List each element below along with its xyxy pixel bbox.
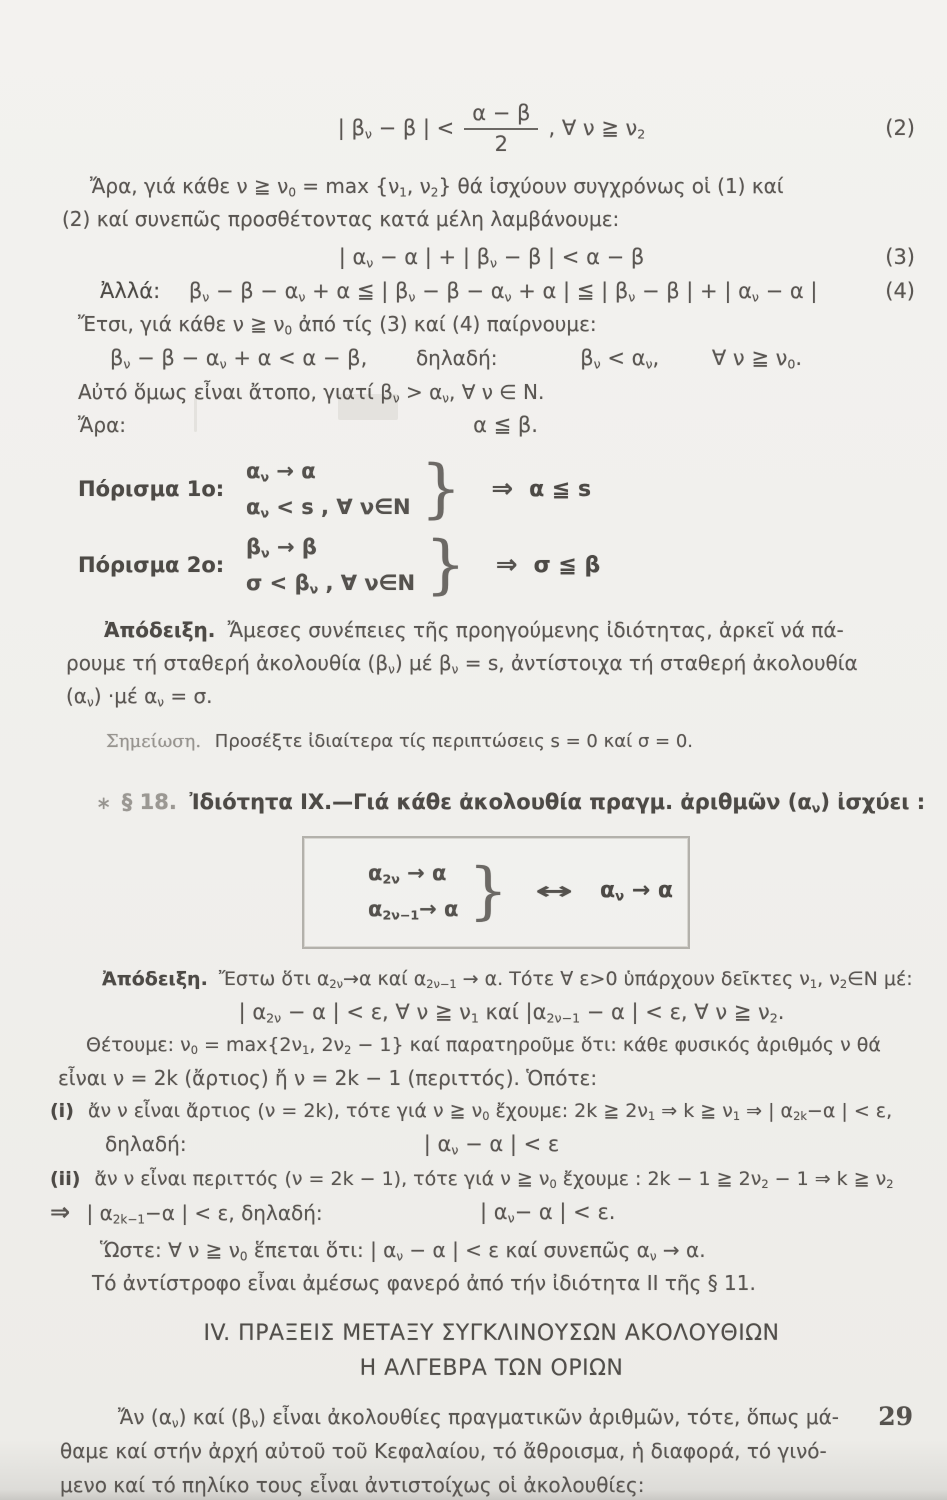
proof1-text: Ἄμεσες συνέπειες τῆς προηγούμενης ἰδιότητας, ἀρκεῖ νά πά- xyxy=(227,618,844,642)
hypothesis-row: $\alpha_{2\nu-1}\to \alpha$ xyxy=(368,896,459,923)
line-oste: Ὥστε: ∀ ν ≧ $\nu_0$ ἕπεται ὅτι: | $\alpha_\nu - \alpha$ | < ε καί συνεπῶς $\alpha_\nu \to \alpha$. xyxy=(100,1238,706,1264)
note-line xyxy=(106,725,933,758)
hypothesis-row: $\sigma < \beta_\nu$ , ∀ ν∈N xyxy=(246,571,416,597)
final-para-line1: Ἄν $(\alpha_\nu)$ καί $(\beta_\nu)$ εἶναι ἀκολουθίες πραγματικῶν ἀριθμῶν, τότε, ὅπως μά- xyxy=(118,1405,839,1431)
star-icon: ∗ xyxy=(96,793,112,814)
corollary-1-conclusion: α ≦ s xyxy=(529,476,592,502)
fraction-numerator: α − β xyxy=(464,101,538,130)
line-diladi-word: δηλαδή: xyxy=(415,346,498,370)
equation-tag: (2) xyxy=(885,116,915,140)
equation-3 xyxy=(50,240,933,274)
page-number: 29 xyxy=(878,1402,913,1431)
section-title: Ἰδιότητα IX.—Γιά κάθε ἀκολουθία πραγμ. ἀριθμῶν $(\alpha_\nu)$ ἰσχύει : xyxy=(189,790,926,816)
corollary-2 xyxy=(78,528,933,602)
implies-arrow-icon: ⇒ xyxy=(495,550,518,580)
theorem-box xyxy=(302,836,690,949)
equivalence-arrow-icon: ↔ xyxy=(534,876,574,905)
item-ii-text: ἄν ν εἶναι περιττός (ν = 2k − 1), τότε γιά ν ≧ $\nu_0$ ἔχουμε : 2k − 1 ≧ $2\nu_2 - 1$ ⇒ k ≧ $\nu_2$ xyxy=(94,1168,894,1192)
line-ara-formula: α ≦ β. xyxy=(473,413,538,437)
item-ii-lead: | $\alpha_{2k-1}-\alpha$ | < ε, δηλαδή: xyxy=(86,1201,323,1227)
corollary-1 xyxy=(78,452,933,526)
line-diladi-left: $\beta_\nu - \beta - \alpha_\nu + \alpha < \alpha - \beta$, xyxy=(110,346,368,372)
chapter-heading-line2: Η ΑΛΓΕΒΡΑ ΤΩΝ ΟΡΙΩΝ xyxy=(359,1356,624,1381)
line-etsi: Ἔτσι, γιά κάθε ν ≧ $\nu_0$ ἀπό τίς (3) καί (4) παίρνουμε: xyxy=(78,312,597,338)
equation-4-body: $\beta_\nu - \beta - \alpha_\nu + \alpha$ ≦ | $\beta_\nu - \beta - \alpha_\nu + \alpha$ | ≦ | $\beta_\nu - \beta$ | + | $\alpha_\nu - \alpha$ | xyxy=(188,279,818,305)
fraction-denominator: 2 xyxy=(494,131,509,156)
implies-arrow-icon: ⇒ xyxy=(491,474,514,504)
equation-3-body: | $\alpha_\nu - \alpha$ | + | $\beta_\nu - \beta$ | < α − β xyxy=(338,245,645,271)
item-i-lead: δηλαδή: xyxy=(105,1132,187,1156)
right-brace: } xyxy=(425,528,466,602)
corollary-2-hypotheses xyxy=(246,529,415,601)
line-ara xyxy=(78,409,933,442)
implies-arrow-icon: ⇒ xyxy=(50,1198,71,1226)
item-i-line1 xyxy=(50,1095,933,1128)
proof1-line1 xyxy=(78,614,933,647)
item-ii-line1 xyxy=(50,1163,933,1196)
item-i-marker: (i) xyxy=(50,1100,74,1122)
item-i-formula: | $\alpha_\nu - \alpha$ | < ε xyxy=(423,1132,560,1158)
theorem-hypotheses xyxy=(368,855,458,927)
hypothesis-row: $\alpha_\nu < s$ , ∀ ν∈N xyxy=(246,495,411,521)
section-18-heading xyxy=(96,786,933,820)
equation-tag: (4) xyxy=(885,279,915,303)
line-atopo: Αὐτό ὅμως εἶναι ἄτοπο, γιατί $\beta_\nu > \alpha_\nu$, ∀ ν ∈ N. xyxy=(78,380,545,406)
section-number: § 18. xyxy=(121,790,177,814)
proof-lead: Ἀπόδειξη. xyxy=(102,968,208,990)
proof-lead: Ἀπόδειξη. xyxy=(104,618,216,642)
equation-2 xyxy=(50,96,933,160)
corollary-1-label: Πόρισμα 1ο: xyxy=(78,477,225,501)
right-brace: } xyxy=(420,452,462,526)
line-diladi-right: $\beta_\nu < \alpha_\nu$, xyxy=(580,346,660,372)
final-para-line2: θαμε καί στήν ἀρχή αὐτοῦ τοῦ Κεφαλαίου, τό ἄθροισμα, ἡ διαφορά, τό γινό- xyxy=(60,1439,827,1463)
chapter-heading-line1: IV. ΠΡΑΞΕΙΣ ΜΕΤΑΞΥ ΣΥΓΚΛΙΝΟΥΣΩΝ ΑΚΟΛΟΥΘΙΩΝ xyxy=(203,1321,780,1346)
item-i-line2 xyxy=(50,1128,933,1161)
paragraph-ara-line1: Ἄρα, γιά κάθε ν ≧ $\nu_0 = \max \{\nu_1$, $\nu_2$} θά ἰσχύουν συγχρόνως οἱ (1) καί xyxy=(90,174,784,200)
proof2-line4: εἶναι ν = 2k (ἄρτιος) ἤ ν = 2k − 1 (περιττός). Ὁπότε: xyxy=(58,1066,598,1090)
line-ara-label: Ἄρα: xyxy=(78,413,126,437)
chapter-heading xyxy=(50,1316,933,1386)
final-para-line3: μενο καί τό πηλίκο τους εἶναι ἀντιστοίχως οἱ ἀκολουθίες: xyxy=(60,1473,645,1497)
equation-tag: (3) xyxy=(885,245,915,269)
line-diladi-tail: ∀ ν ≧ $\nu_0$. xyxy=(711,346,803,372)
proof1-line3: $(\alpha_\nu) \cdot\mu έ$ $\alpha_\nu = \sigma$. xyxy=(66,684,213,710)
item-i-text: ἄν ν εἶναι ἄρτιος (ν = 2k), τότε γιά ν ≧ $\nu_0$ ἔχουμε: 2k ≧ $2\nu_1$ ⇒ k ≧ $\nu_1$ ⇒ | $\alpha_{2k}-\alpha$ | < ε, xyxy=(87,1100,893,1124)
note-body: Προσέξτε ἰδιαίτερα τίς περιπτώσεις s = 0 καί σ = 0. xyxy=(214,731,693,752)
equation-2-lhs: | $\beta_\nu - \beta$ | < xyxy=(337,116,455,142)
hypothesis-row: $\alpha_\nu \to \alpha$ xyxy=(246,459,316,485)
line-antistrofo: Τό ἀντίστροφο εἶναι ἀμέσως φανερό ἀπό τήν ἰδιότητα II τῆς § 11. xyxy=(92,1271,756,1295)
item-ii-marker: (ii) xyxy=(50,1168,81,1190)
equation-2-rhs: , ∀ ν ≧ $\nu_2$ xyxy=(548,116,646,142)
line-diladi xyxy=(110,341,933,376)
proof2-text: Ἔστω ὅτι $\alpha_{2\nu}\to\alpha$ καί $\alpha_{2\nu-1} \to \alpha$. Τότε ∀ ε>0 ὑπάρχουν δεῖκτες $\nu_1$, $\nu_2\in N$ μέ: xyxy=(218,968,913,992)
theorem-conclusion: $\alpha_\nu \to \alpha$ xyxy=(600,878,673,905)
right-brace: } xyxy=(468,854,508,927)
equation-2-body xyxy=(338,96,646,160)
equation-4 xyxy=(50,274,933,308)
paragraph-ara-line2: (2) καί συνεπῶς προσθέτοντας κατά μέλη λαμβάνουμε: xyxy=(62,207,620,231)
hypothesis-row: $\alpha_{2\nu} \to \alpha$ xyxy=(368,860,447,887)
proof2-line3: Θέτουμε: $\nu_0 = \max\{2\nu_1$, $2\nu_2 - 1$} καί παρατηροῦμε ὅτι: κάθε φυσικός ἀριθμός ν θά xyxy=(86,1034,881,1058)
hypothesis-row: $\beta_\nu \to \beta$ xyxy=(246,535,317,561)
corollary-2-conclusion: σ ≦ β xyxy=(533,552,601,578)
fraction xyxy=(464,101,538,156)
item-ii-line2 xyxy=(50,1196,933,1230)
proof2-line1 xyxy=(52,963,933,996)
proof1-line2: ρουμε τή σταθερή ἀκολουθία $(\beta_\nu)$ μέ $\beta_\nu = s$, ἀντίστοιχα τή σταθερή ἀκολουθία xyxy=(66,651,858,677)
corollary-1-hypotheses xyxy=(246,453,411,525)
corollary-2-label: Πόρισμα 2ο: xyxy=(78,553,225,577)
equation-4-label: Ἀλλά: xyxy=(100,279,161,303)
proof2-formula-line: | $\alpha_{2\nu} - \alpha$ | < ε, ∀ ν ≧ $\nu_1$ καί $|\alpha_{2\nu-1} - \alpha$ | < ε, ∀ ν ≧ $\nu_2$. xyxy=(238,1000,785,1026)
item-ii-formula: | $\alpha_\nu- \alpha$ | < ε. xyxy=(480,1200,616,1226)
note-lead: Σημείωση. xyxy=(106,731,202,752)
